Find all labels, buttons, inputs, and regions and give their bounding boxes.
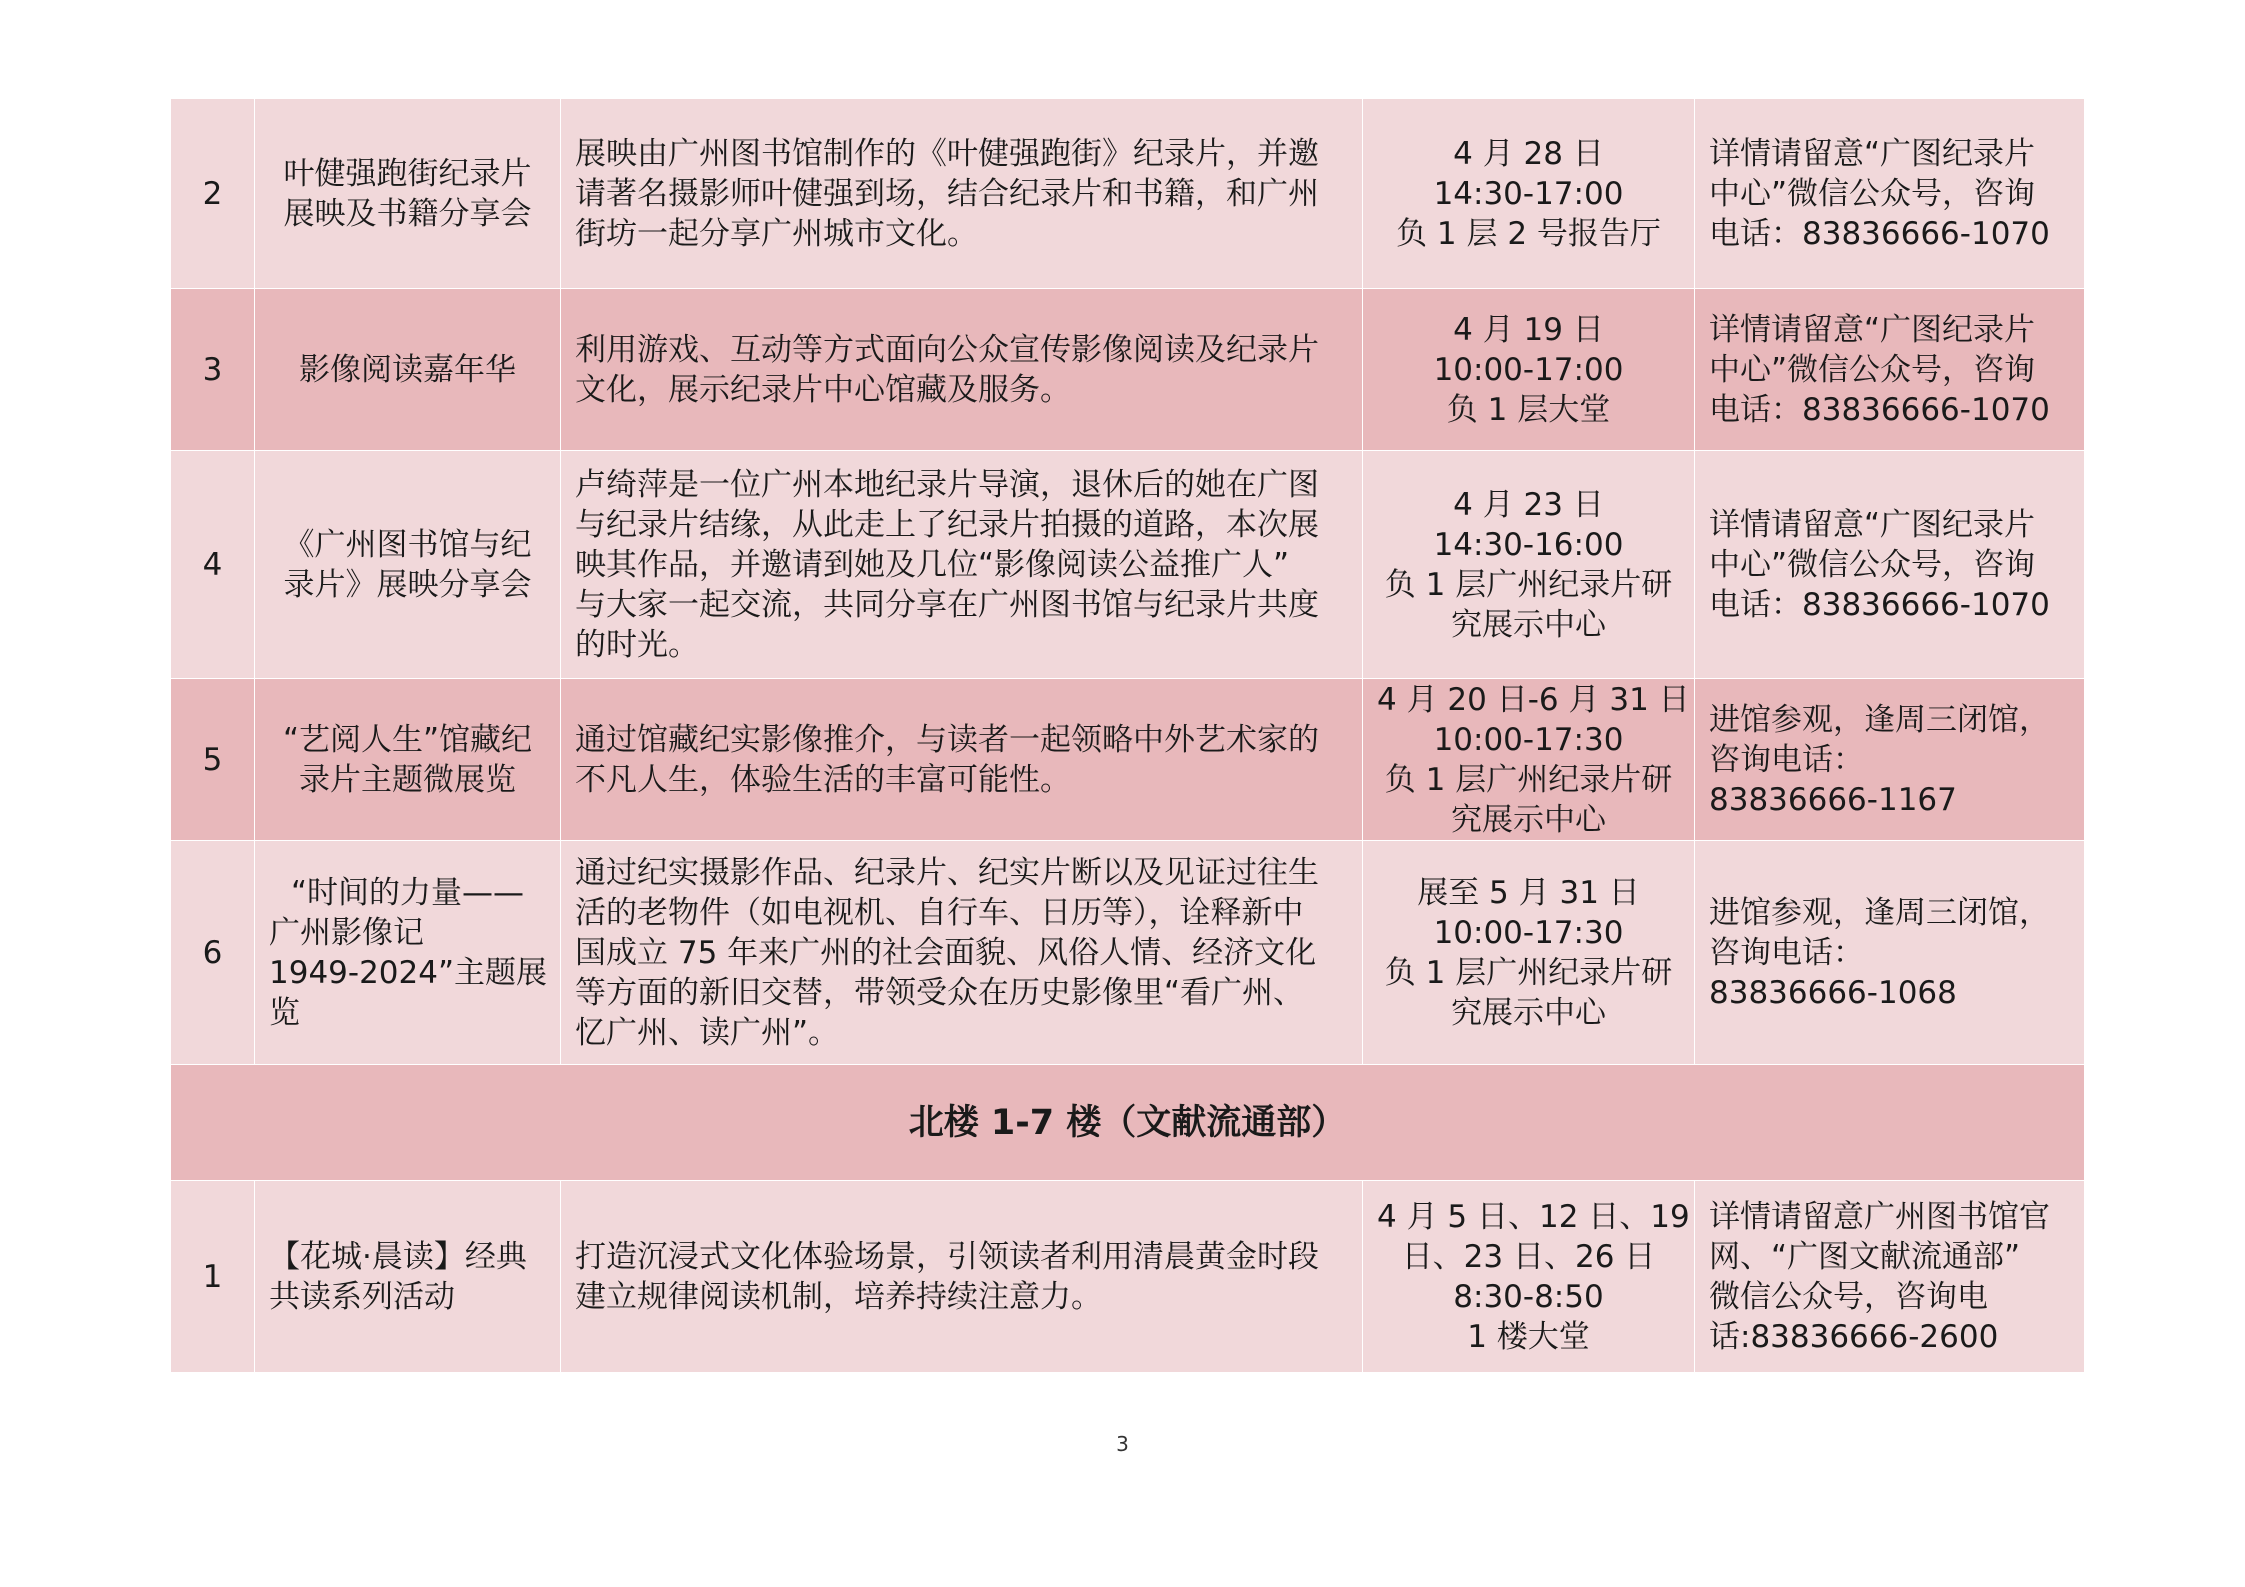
event-contact: 进馆参观，逢周三闭馆， 咨询电话： 83836666-1068 (1695, 841, 2085, 1065)
event-number: 1 (171, 1181, 255, 1373)
event-name: 《广州图书馆与纪 录片》展映分享会 (255, 451, 561, 679)
section-header-row (171, 1065, 2085, 1181)
event-number: 6 (171, 841, 255, 1065)
table-row (171, 1181, 2085, 1373)
event-time-place: 4 月 23 日 14:30-16:00 负 1 层广州纪录片研 究展示中心 (1363, 451, 1695, 679)
event-time-place: 4 月 19 日 10:00-17:00 负 1 层大堂 (1363, 289, 1695, 451)
table-row (171, 99, 2085, 289)
event-time-place: 4 月 20 日-6 月 31 日 10:00-17:30 负 1 层广州纪录片研 究展示中心 (1363, 679, 1695, 841)
event-name: 叶健强跑街纪录片 展映及书籍分享会 (255, 99, 561, 289)
event-contact: 详情请留意“广图纪录片 中心”微信公众号，咨询 电话：83836666-1070 (1695, 99, 2085, 289)
event-contact: 详情请留意“广图纪录片 中心”微信公众号，咨询 电话：83836666-1070 (1695, 289, 2085, 451)
event-number: 2 (171, 99, 255, 289)
event-number: 5 (171, 679, 255, 841)
table-row (171, 451, 2085, 679)
event-description: 卢绮萍是一位广州本地纪录片导演，退休后的她在广图 与纪录片结缘，从此走上了纪录片拍摄的道路，本次展 映其作品，并邀请到她及几位“影像阅读公益推广人” 与大家一起交流，共同分享在广州图书馆与纪录片共度 的时光。 (561, 451, 1363, 679)
page-number: 3 (1116, 1432, 1129, 1456)
event-name: “艺阅人生”馆藏纪 录片主题微展览 (255, 679, 561, 841)
event-number: 3 (171, 289, 255, 451)
event-description: 通过馆藏纪实影像推介，与读者一起领略中外艺术家的 不凡人生，体验生活的丰富可能性。 (561, 679, 1363, 841)
events-table (170, 98, 2085, 1373)
event-name: 影像阅读嘉年华 (255, 289, 561, 451)
event-contact: 进馆参观，逢周三闭馆， 咨询电话： 83836666-1167 (1695, 679, 2085, 841)
event-time-place: 展至 5 月 31 日 10:00-17:30 负 1 层广州纪录片研 究展示中心 (1363, 841, 1695, 1065)
event-name: 【花城·晨读】经典 共读系列活动 (255, 1181, 561, 1373)
event-contact: 详情请留意“广图纪录片 中心”微信公众号，咨询 电话：83836666-1070 (1695, 451, 2085, 679)
event-time-place: 4 月 5 日、12 日、19 日、23 日、26 日 8:30-8:50 1 楼大堂 (1363, 1181, 1695, 1373)
table-row (171, 841, 2085, 1065)
event-time-place: 4 月 28 日 14:30-17:00 负 1 层 2 号报告厅 (1363, 99, 1695, 289)
event-description: 利用游戏、互动等方式面向公众宣传影像阅读及纪录片 文化，展示纪录片中心馆藏及服务。 (561, 289, 1363, 451)
event-description: 通过纪实摄影作品、纪录片、纪实片断以及见证过往生 活的老物件（如电视机、自行车、日历等），诠释新中 国成立 75 年来广州的社会面貌、风俗人情、经济文化 等方面的新旧交替，带领受众在历史影像里“看广州、 忆广州、读广州”。 (561, 841, 1363, 1065)
event-description: 展映由广州图书馆制作的《叶健强跑街》纪录片，并邀 请著名摄影师叶健强到场，结合纪录片和书籍，和广州 街坊一起分享广州城市文化。 (561, 99, 1363, 289)
table-row (171, 289, 2085, 451)
event-contact: 详情请留意广州图书馆官 网、“广图文献流通部” 微信公众号，咨询电 话:83836666-2600 (1695, 1181, 2085, 1373)
table-row (171, 679, 2085, 841)
section-title: 北楼 1-7 楼（文献流通部） (171, 1065, 2085, 1181)
event-description: 打造沉浸式文化体验场景，引领读者利用清晨黄金时段 建立规律阅读机制，培养持续注意力。 (561, 1181, 1363, 1373)
event-name: “时间的力量—— 广州影像记 1949-2024”主题展 览 (255, 841, 561, 1065)
event-number: 4 (171, 451, 255, 679)
